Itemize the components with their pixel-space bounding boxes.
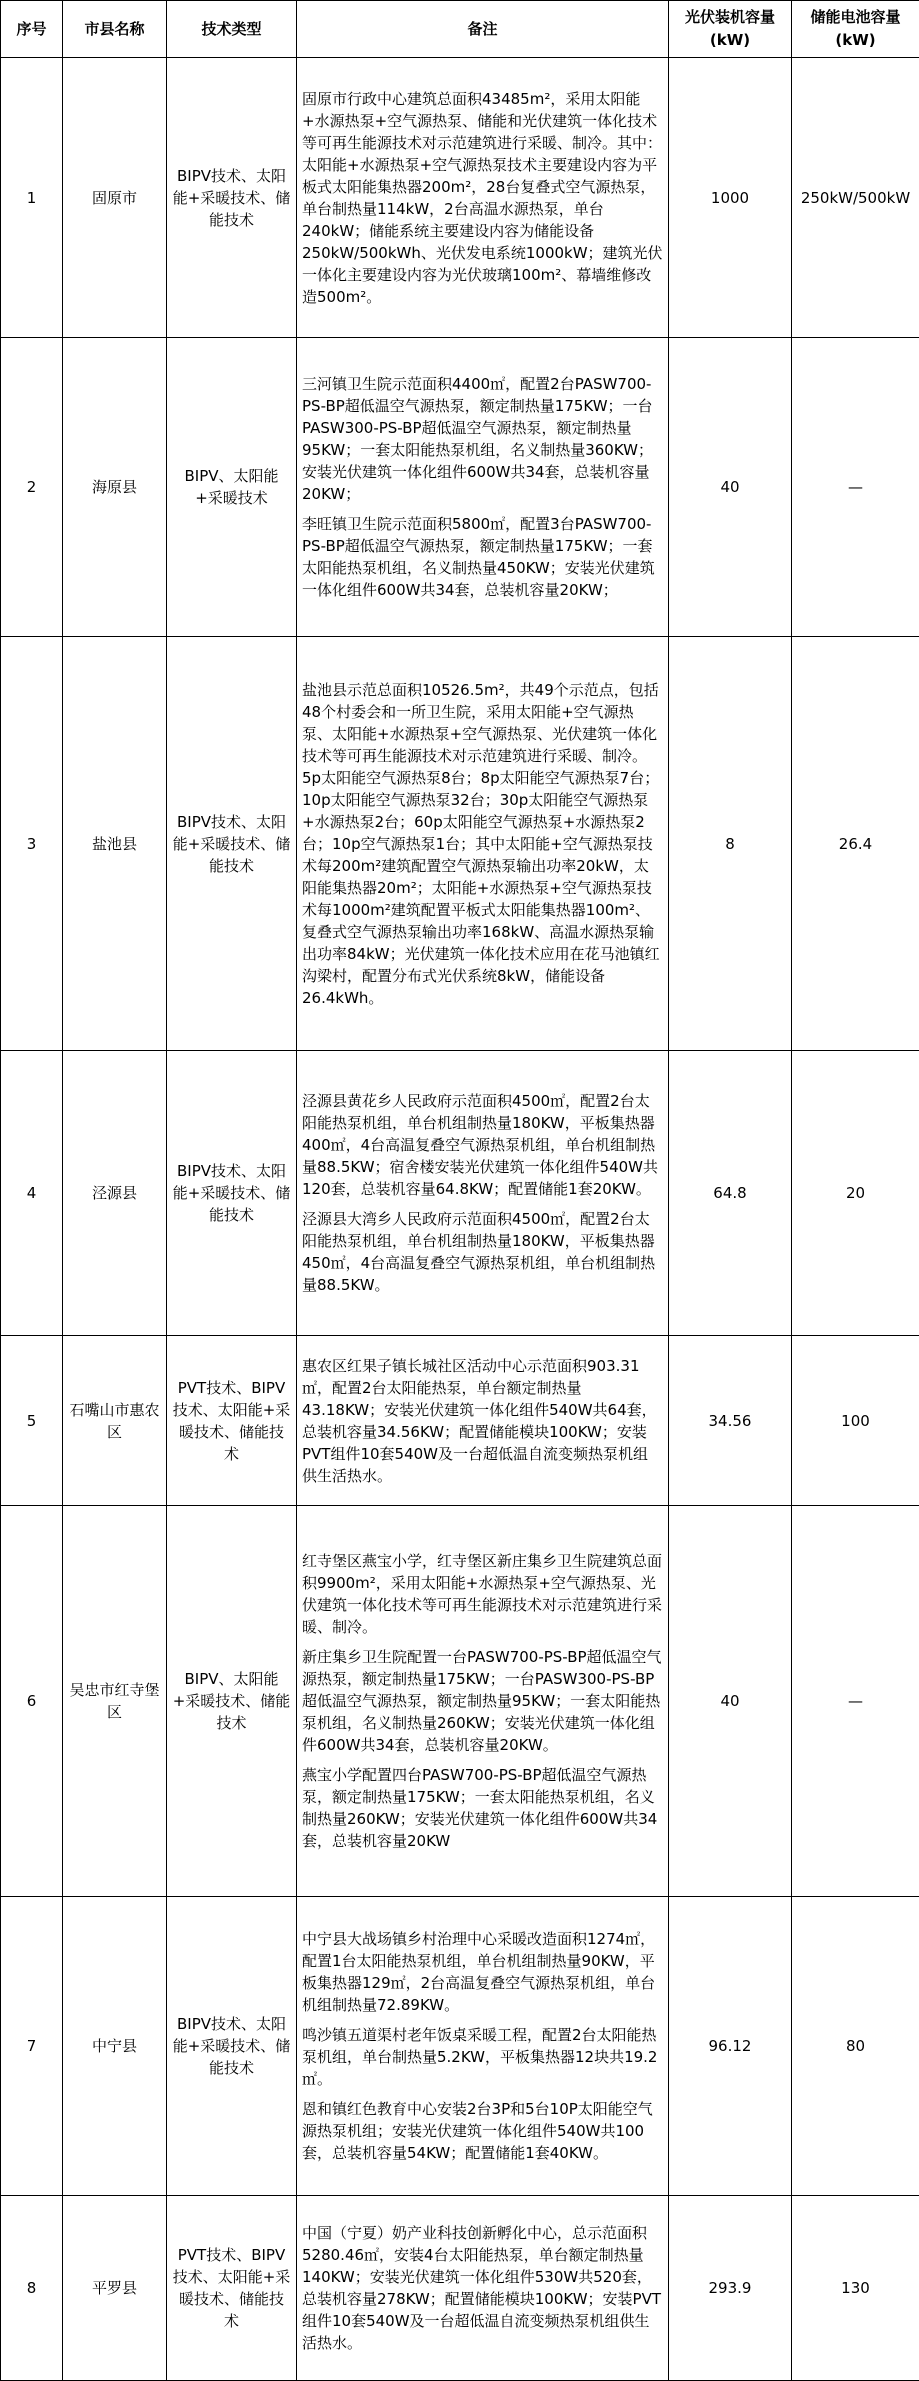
pv-capacity: 64.8 <box>669 1051 792 1336</box>
county-name: 泾源县 <box>63 1051 167 1336</box>
serial-no: 7 <box>1 1897 63 2196</box>
header-serial-no: 序号 <box>1 1 63 58</box>
pv-capacity: 8 <box>669 637 792 1051</box>
table-row <box>1 58 919 338</box>
serial-no: 3 <box>1 637 63 1051</box>
note-paragraph: 惠农区红果子镇长城社区活动中心示范面积903.31㎡，配置2台太阳能热泵，单台额定制热量43.18KW；安装光伏建筑一体化组件540W共64套，总装机容量34.56KW；配置储能模块100KW；安装PVT组件10套540W及一台超低温自流变频热泵机组供生活热水。 <box>302 1355 663 1487</box>
note-paragraph: 泾源县大湾乡人民政府示范面积4500㎡，配置2台太阳能热泵机组，单台机组制热量180KW，平板集热器450㎡，4台高温复叠空气源热泵机组，单台机组制热量88.5KW。 <box>302 1208 663 1296</box>
serial-no: 5 <box>1 1336 63 1506</box>
note-paragraph: 新庄集乡卫生院配置一台PASW700-PS-BP超低温空气源热泵，额定制热量175KW；一台PASW300-PS-BP超低温空气源热泵，额定制热量95KW；一套太阳能热泵机组，名义制热量260KW；安装光伏建筑一体化组件600W共34套，总装机容量20KW。 <box>302 1646 663 1756</box>
header-pv-capacity: 光伏装机容量 (kW) <box>669 1 792 58</box>
header-notes: 备注 <box>297 1 669 58</box>
county-name: 固原市 <box>63 58 167 338</box>
tech-type: BIPV技术、太阳能+采暖技术、储能技术 <box>167 637 297 1051</box>
header-row <box>1 1 919 58</box>
serial-no: 1 <box>1 58 63 338</box>
note-paragraph: 中国（宁夏）奶产业科技创新孵化中心，总示范面积5280.46㎡，安装4台太阳能热泵，单台额定制热量140KW；安装光伏建筑一体化组件530W共520套，总装机容量278KW；配置储能模块100KW；安装PVT组件10套540W及一台超低温自流变频热泵机组供生活热水。 <box>302 2222 663 2354</box>
tech-type: BIPV、太阳能+采暖技术 <box>167 338 297 637</box>
header-storage-capacity: 储能电池容量 (kW) <box>792 1 919 58</box>
pv-capacity: 40 <box>669 338 792 637</box>
tech-type: PVT技术、BIPV技术、太阳能+采暖技术、储能技术 <box>167 2196 297 2381</box>
project-notes <box>297 1897 669 2196</box>
note-paragraph: 恩和镇红色教育中心安装2台3P和5台10P太阳能空气源热泵机组；安装光伏建筑一体化组件540W共100套，总装机容量54KW；配置储能1套40KW。 <box>302 2098 663 2164</box>
serial-no: 2 <box>1 338 63 637</box>
tech-type: BIPV、太阳能+采暖技术、储能技术 <box>167 1506 297 1897</box>
project-notes <box>297 637 669 1051</box>
note-paragraph: 盐池县示范总面积10526.5m²，共49个示范点，包括48个村委会和一所卫生院，采用太阳能+空气源热泵、太阳能+水源热泵+空气源热泵、光伏建筑一体化技术等可再生能源技术对示范建筑进行采暖、制冷。5p太阳能空气源热泵8台；8p太阳能空气源热泵7台；10p太阳能空气源热泵32台；30p太阳能空气源热泵+水源热泵2台；60p太阳能空气源热泵+水源热泵2台；10p空气源热泵1台；其中太阳能+空气源热泵技术每200m²建筑配置空气源热泵输出功率20kW，太阳能集热器20m²；太阳能+水源热泵+空气源热泵技术每1000m²建筑配置平板式太阳能集热器100m²、复叠式空气源热泵输出功率168kW、高温水源热泵输出功率84kW；光伏建筑一体化技术应用在花马池镇红沟梁村，配置分布式光伏系统8kW，储能设备26.4kWh。 <box>302 679 663 1009</box>
project-notes <box>297 1506 669 1897</box>
note-paragraph: 泾源县黄花乡人民政府示范面积4500㎡，配置2台太阳能热泵机组，单台机组制热量180KW，平板集热器400㎡，4台高温复叠空气源热泵机组，单台机组制热量88.5KW；宿舍楼安装光伏建筑一体化组件540W共120套，总装机容量64.8KW；配置储能1套20KW。 <box>302 1090 663 1200</box>
storage-capacity: — <box>792 1506 919 1897</box>
project-notes <box>297 1051 669 1336</box>
note-paragraph: 中宁县大战场镇乡村治理中心采暖改造面积1274㎡，配置1台太阳能热泵机组，单台机组制热量90KW，平板集热器129㎡，2台高温复叠空气源热泵机组，单台机组制热量72.89KW。 <box>302 1928 663 2016</box>
table-row <box>1 2196 919 2381</box>
pv-capacity: 96.12 <box>669 1897 792 2196</box>
table-row <box>1 1336 919 1506</box>
pv-capacity: 40 <box>669 1506 792 1897</box>
tech-type: BIPV技术、太阳能+采暖技术、储能技术 <box>167 1051 297 1336</box>
county-name: 盐池县 <box>63 637 167 1051</box>
storage-capacity: 26.4 <box>792 637 919 1051</box>
note-paragraph: 三河镇卫生院示范面积4400㎡，配置2台PASW700-PS-BP超低温空气源热泵，额定制热量175KW；一台PASW300-PS-BP超低温空气源热泵，额定制热量95KW；一套太阳能热泵机组，名义制热量360KW；安装光伏建筑一体化组件600W共34套，总装机容量20KW； <box>302 373 663 505</box>
project-notes <box>297 58 669 338</box>
note-paragraph: 李旺镇卫生院示范面积5800㎡，配置3台PASW700-PS-BP超低温空气源热泵，额定制热量175KW；一套太阳能热泵机组，名义制热量450KW；安装光伏建筑一体化组件600W共34套，总装机容量20KW； <box>302 513 663 601</box>
county-name: 海原县 <box>63 338 167 637</box>
pv-capacity: 293.9 <box>669 2196 792 2381</box>
storage-capacity: — <box>792 338 919 637</box>
header-tech-type: 技术类型 <box>167 1 297 58</box>
serial-no: 6 <box>1 1506 63 1897</box>
project-notes <box>297 2196 669 2381</box>
county-name: 石嘴山市惠农区 <box>63 1336 167 1506</box>
storage-capacity: 100 <box>792 1336 919 1506</box>
table-row <box>1 637 919 1051</box>
header-county-name: 市县名称 <box>63 1 167 58</box>
table-row <box>1 338 919 637</box>
county-name: 中宁县 <box>63 1897 167 2196</box>
pv-capacity: 34.56 <box>669 1336 792 1506</box>
serial-no: 8 <box>1 2196 63 2381</box>
note-paragraph: 燕宝小学配置四台PASW700-PS-BP超低温空气源热泵，额定制热量175KW；一套太阳能热泵机组，名义制热量260KW；安装光伏建筑一体化组件600W共34套，总装机容量20KW <box>302 1764 663 1852</box>
storage-capacity: 80 <box>792 1897 919 2196</box>
project-notes <box>297 1336 669 1506</box>
note-paragraph: 红寺堡区燕宝小学，红寺堡区新庄集乡卫生院建筑总面积9900m²，采用太阳能+水源热泵+空气源热泵、光伏建筑一体化技术等可再生能源技术对示范建筑进行采暖、制冷。 <box>302 1550 663 1638</box>
note-paragraph: 固原市行政中心建筑总面积43485m²，采用太阳能+水源热泵+空气源热泵、储能和光伏建筑一体化技术等可再生能源技术对示范建筑进行采暖、制冷。其中：太阳能+水源热泵+空气源热泵技术主要建设内容为平板式太阳能集热器200m²，28台复叠式空气源热泵，单台制热量114kW，2台高温水源热泵，单台240kW；储能系统主要建设内容为储能设备250kW/500kWh、光伏发电系统1000kW；建筑光伏一体化主要建设内容为光伏玻璃100m²、幕墙维修改造500m²。 <box>302 88 663 308</box>
storage-capacity: 250kW/500kW <box>792 58 919 338</box>
storage-capacity: 20 <box>792 1051 919 1336</box>
tech-type: BIPV技术、太阳能+采暖技术、储能技术 <box>167 58 297 338</box>
project-notes <box>297 338 669 637</box>
note-paragraph: 鸣沙镇五道渠村老年饭桌采暖工程，配置2台太阳能热泵机组，单台制热量5.2KW，平板集热器12块共19.2㎡。 <box>302 2024 663 2090</box>
tech-type: PVT技术、BIPV技术、太阳能+采暖技术、储能技术 <box>167 1336 297 1506</box>
serial-no: 4 <box>1 1051 63 1336</box>
pv-capacity: 1000 <box>669 58 792 338</box>
tech-type: BIPV技术、太阳能+采暖技术、储能技术 <box>167 1897 297 2196</box>
county-name: 吴忠市红寺堡区 <box>63 1506 167 1897</box>
county-name: 平罗县 <box>63 2196 167 2381</box>
table-row <box>1 1051 919 1336</box>
storage-capacity: 130 <box>792 2196 919 2381</box>
table-row <box>1 1506 919 1897</box>
table-row <box>1 1897 919 2196</box>
